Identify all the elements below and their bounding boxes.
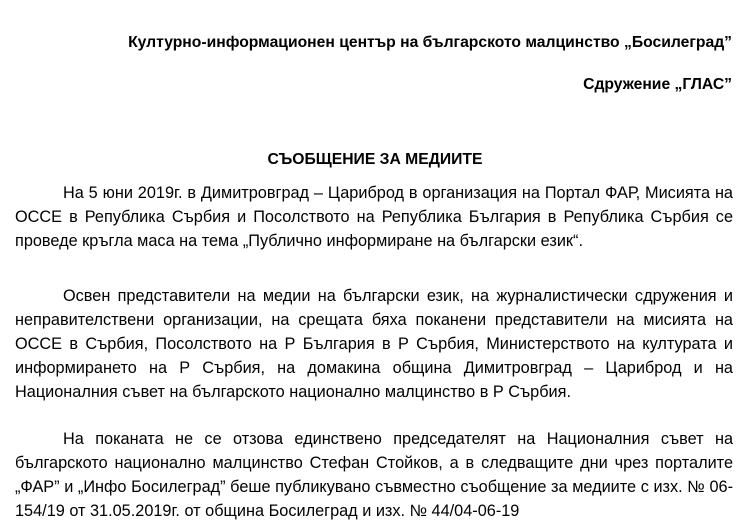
document-title: СЪОБЩЕНИЕ ЗА МЕДИИТЕ (267, 151, 483, 168)
organization-header: Културно-информационен център на българското малцинство „Босилеград” (128, 34, 732, 51)
paragraph-3: На поканата не се отзова единствено председателят на Националния съвет на българското национално малцинство Стефан Стойков, а в следващите дни чрез порталите „ФАР” и „Инфо Босилеград” беше публикувано съвместно съобщение за медиите с изх. № 06-154/19 от 31.05.2019г. от община Босилеград и изх. № 44/04-06-19 (15, 430, 733, 520)
paragraph-1: На 5 юни 2019г. в Димитровград – Цариброд в организация на Портал ФАР, Мисията на ОССЕ в Република Сърбия и Посолството на Република България в Република Сърбия се проведе кръгла маса на тема „Публично информиране на български език“. (15, 184, 733, 250)
paragraph-2: Освен представители на медии на български език, на журналистически сдружения и неправителствени организации, на срещата бяха поканени представители на мисията на ОССЕ в Сърбия, Посолството на Р България в Р Сърбия, Министерството на културата и информирането на Р Сърбия, на домакина община Димитровград – Цариброд и на Националния съвет на българското национално малцинство в Р Сърбия. (15, 287, 733, 401)
association-header: Сдружение „ГЛАС” (583, 76, 732, 93)
